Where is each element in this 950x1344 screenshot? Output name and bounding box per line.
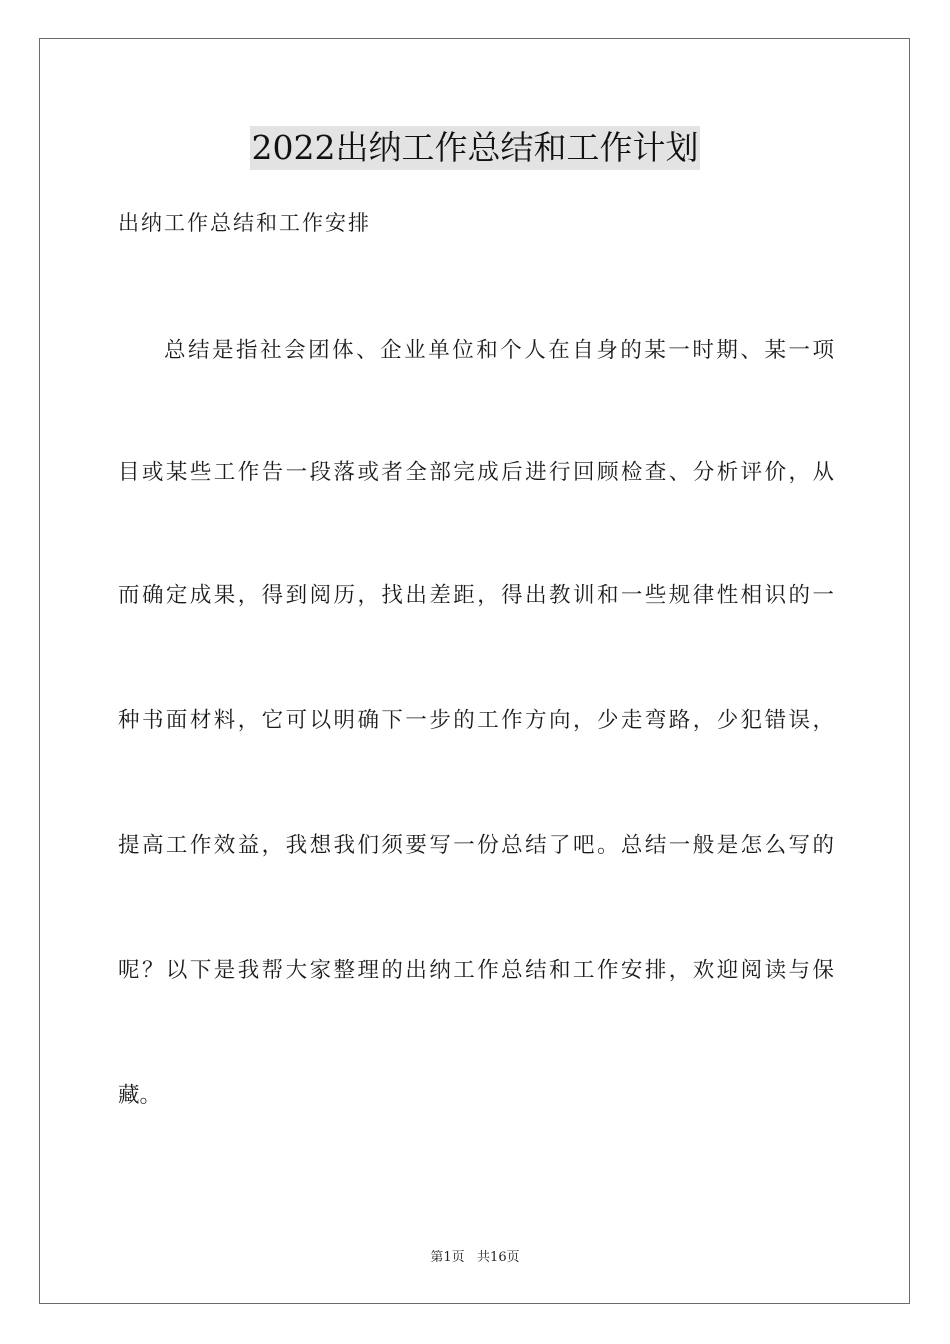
paragraph-line-4: 种书面材料，它可以明确下一步的工作方向，少走弯路，少犯错误，: [118, 708, 834, 733]
paragraph-line-3: 而确定成果，得到阅历，找出差距，得出教训和一些规律性相识的一: [118, 583, 834, 608]
paragraph-line-2: 目或某些工作告一段落或者全部完成后进行回顾检查、分析评价，从: [118, 460, 834, 485]
paragraph-line-7: 藏。: [118, 1083, 162, 1108]
page-number-footer: 第1页 共16页: [430, 1250, 520, 1265]
title-container: [0, 126, 950, 170]
paragraph-line-5: 提高工作效益，我想我们须要写一份总结了吧。总结一般是怎么写的: [118, 833, 834, 858]
document-subtitle: 出纳工作总结和工作安排: [118, 211, 371, 235]
document-title: 2022出纳工作总结和工作计划: [250, 126, 701, 170]
paragraph-line-1: 总结是指社会团体、企业单位和个人在自身的某一时期、某一项: [164, 338, 834, 363]
paragraph-line-6: 呢？以下是我帮大家整理的出纳工作总结和工作安排，欢迎阅读与保: [118, 958, 834, 983]
